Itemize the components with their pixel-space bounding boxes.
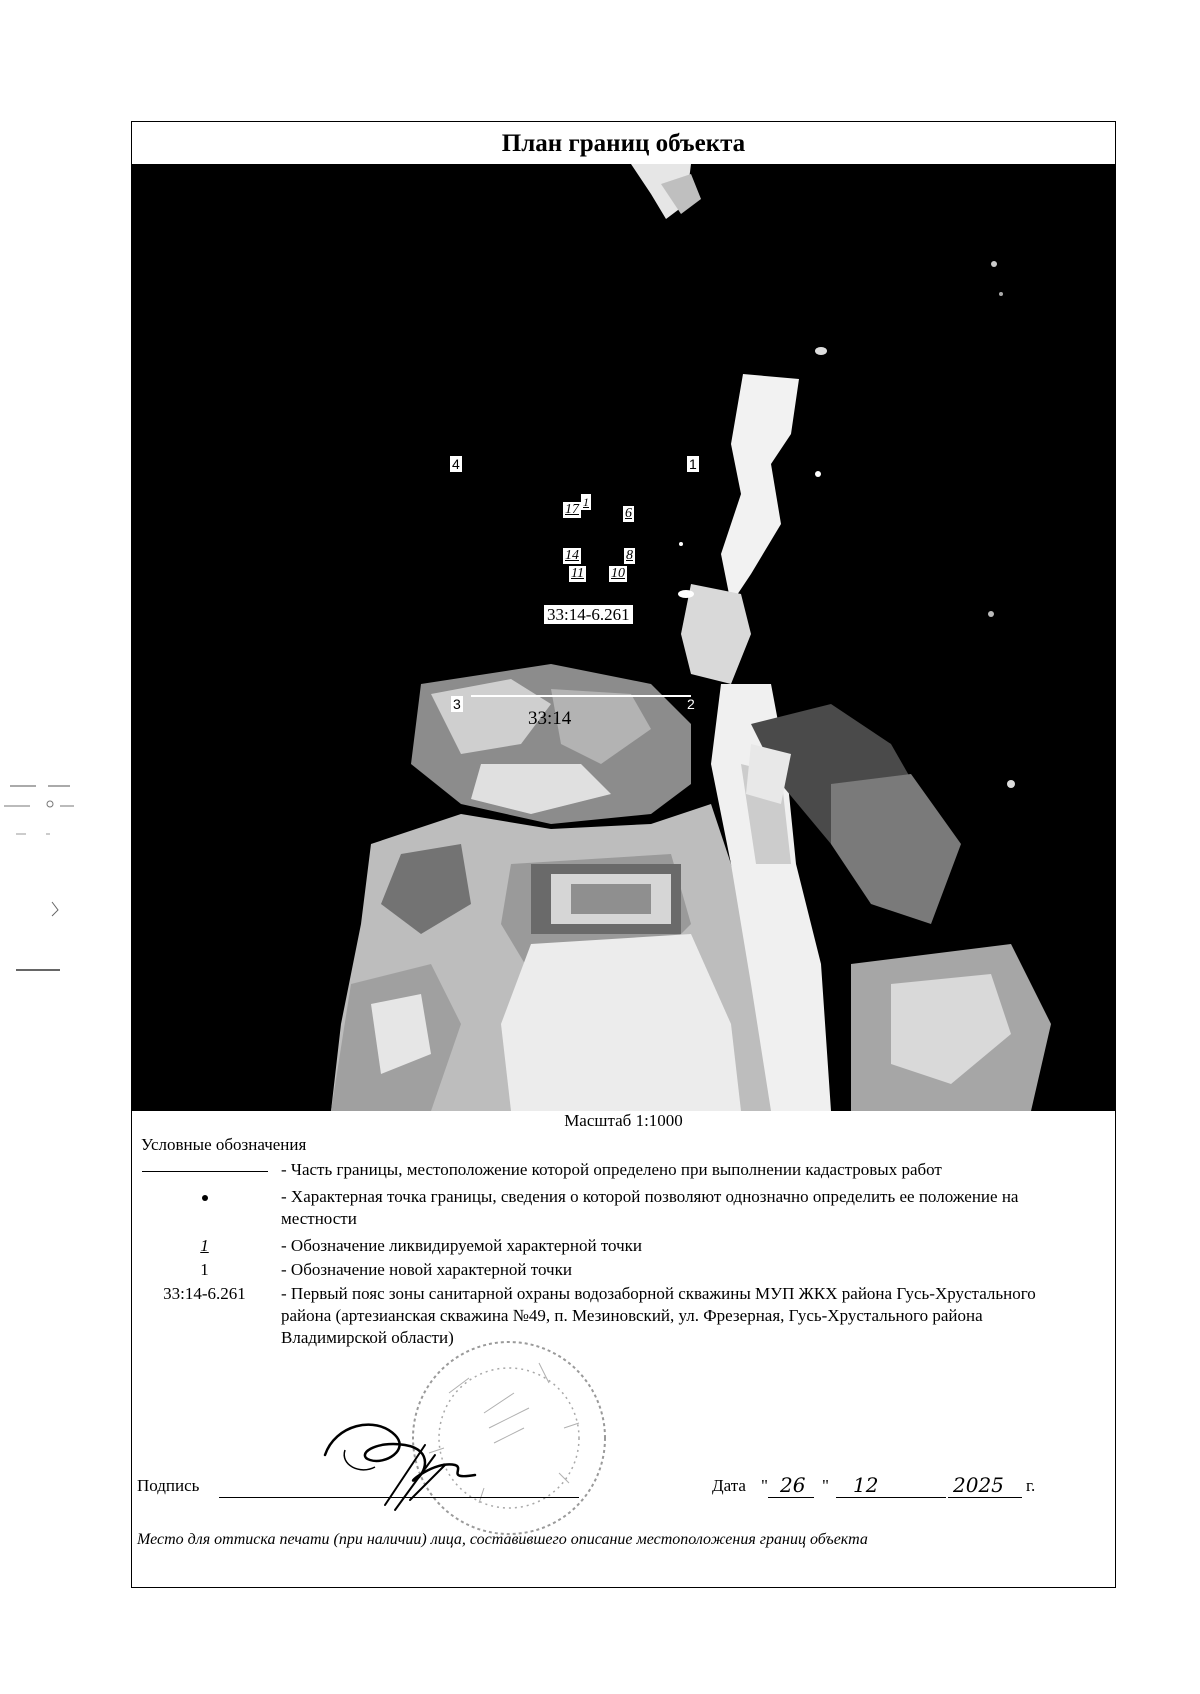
signature-scribble (315, 1405, 515, 1515)
signature-label: Подпись (137, 1476, 200, 1495)
point-label-removed: 8 (626, 548, 633, 563)
point-label-new: 3 (453, 696, 461, 712)
point-label-removed: 17 (565, 502, 579, 517)
date-month-line (836, 1497, 946, 1498)
zone-label-partial: 33:14 (528, 708, 572, 729)
date-quote-open: " (761, 1476, 768, 1495)
point-label-removed: 6 (625, 506, 632, 521)
zone-label: 33:14-6.261 (543, 604, 634, 625)
date-month: 12 (853, 1473, 879, 1497)
date-label: Дата (712, 1476, 746, 1495)
scan-margin-marks (0, 760, 80, 1000)
legend-text: - Обозначение ликвидируемой характерной точки (281, 1236, 643, 1255)
legend-symbol-zone: 33:14-6.261 (163, 1284, 246, 1303)
stamp-place-note: Место для оттиска печати (при наличии) лица, составившего описание местоположения границ объекта (137, 1531, 868, 1548)
signature-line (219, 1497, 579, 1498)
point-label-removed: 1 (583, 495, 589, 509)
boundary-map (131, 164, 1116, 1111)
legend-text: - Характерная точка границы, сведения о которой позволяют однозначно определить ее положение на местности (281, 1187, 1019, 1228)
point-label-removed: 14 (565, 548, 579, 563)
point-label-new: 1 (689, 456, 697, 472)
point-label-new: 2 (687, 696, 695, 712)
point-label-removed: 10 (611, 566, 625, 581)
legend-text: - Часть границы, местоположение которой определено при выполнении кадастровых работ (281, 1160, 942, 1179)
date-year-line (948, 1497, 1022, 1498)
legend-symbol-line (141, 1159, 268, 1181)
date-day-line (768, 1497, 814, 1498)
point-label-removed: 11 (571, 566, 584, 581)
map-scale: Масштаб 1:1000 (564, 1111, 683, 1130)
legend-title: Условные обозначения (141, 1135, 307, 1154)
aerial-photo (131, 164, 1116, 1111)
point-label-new: 4 (452, 456, 460, 472)
legend-symbol-removed: 1 (200, 1236, 209, 1255)
legend-text: - Обозначение новой характерной точки (281, 1260, 572, 1279)
date-quote-close: " (822, 1476, 829, 1495)
date-year: 2025 (953, 1473, 1004, 1497)
legend-symbol-new: 1 (200, 1260, 209, 1279)
date-day: 26 (780, 1473, 806, 1497)
date-year-suffix: г. (1026, 1476, 1036, 1495)
legend-symbol-dot (141, 1186, 268, 1208)
legend-text: - Первый пояс зоны санитарной охраны водозаборной скважины МУП ЖКХ района Гусь-Хрустального района (артезианская скважина №49, п. Мезиновский, ул. Фрезерная, Гусь-Хрустального района Владимирской области) (281, 1284, 1036, 1347)
document-title: План границ объекта (132, 122, 1115, 165)
